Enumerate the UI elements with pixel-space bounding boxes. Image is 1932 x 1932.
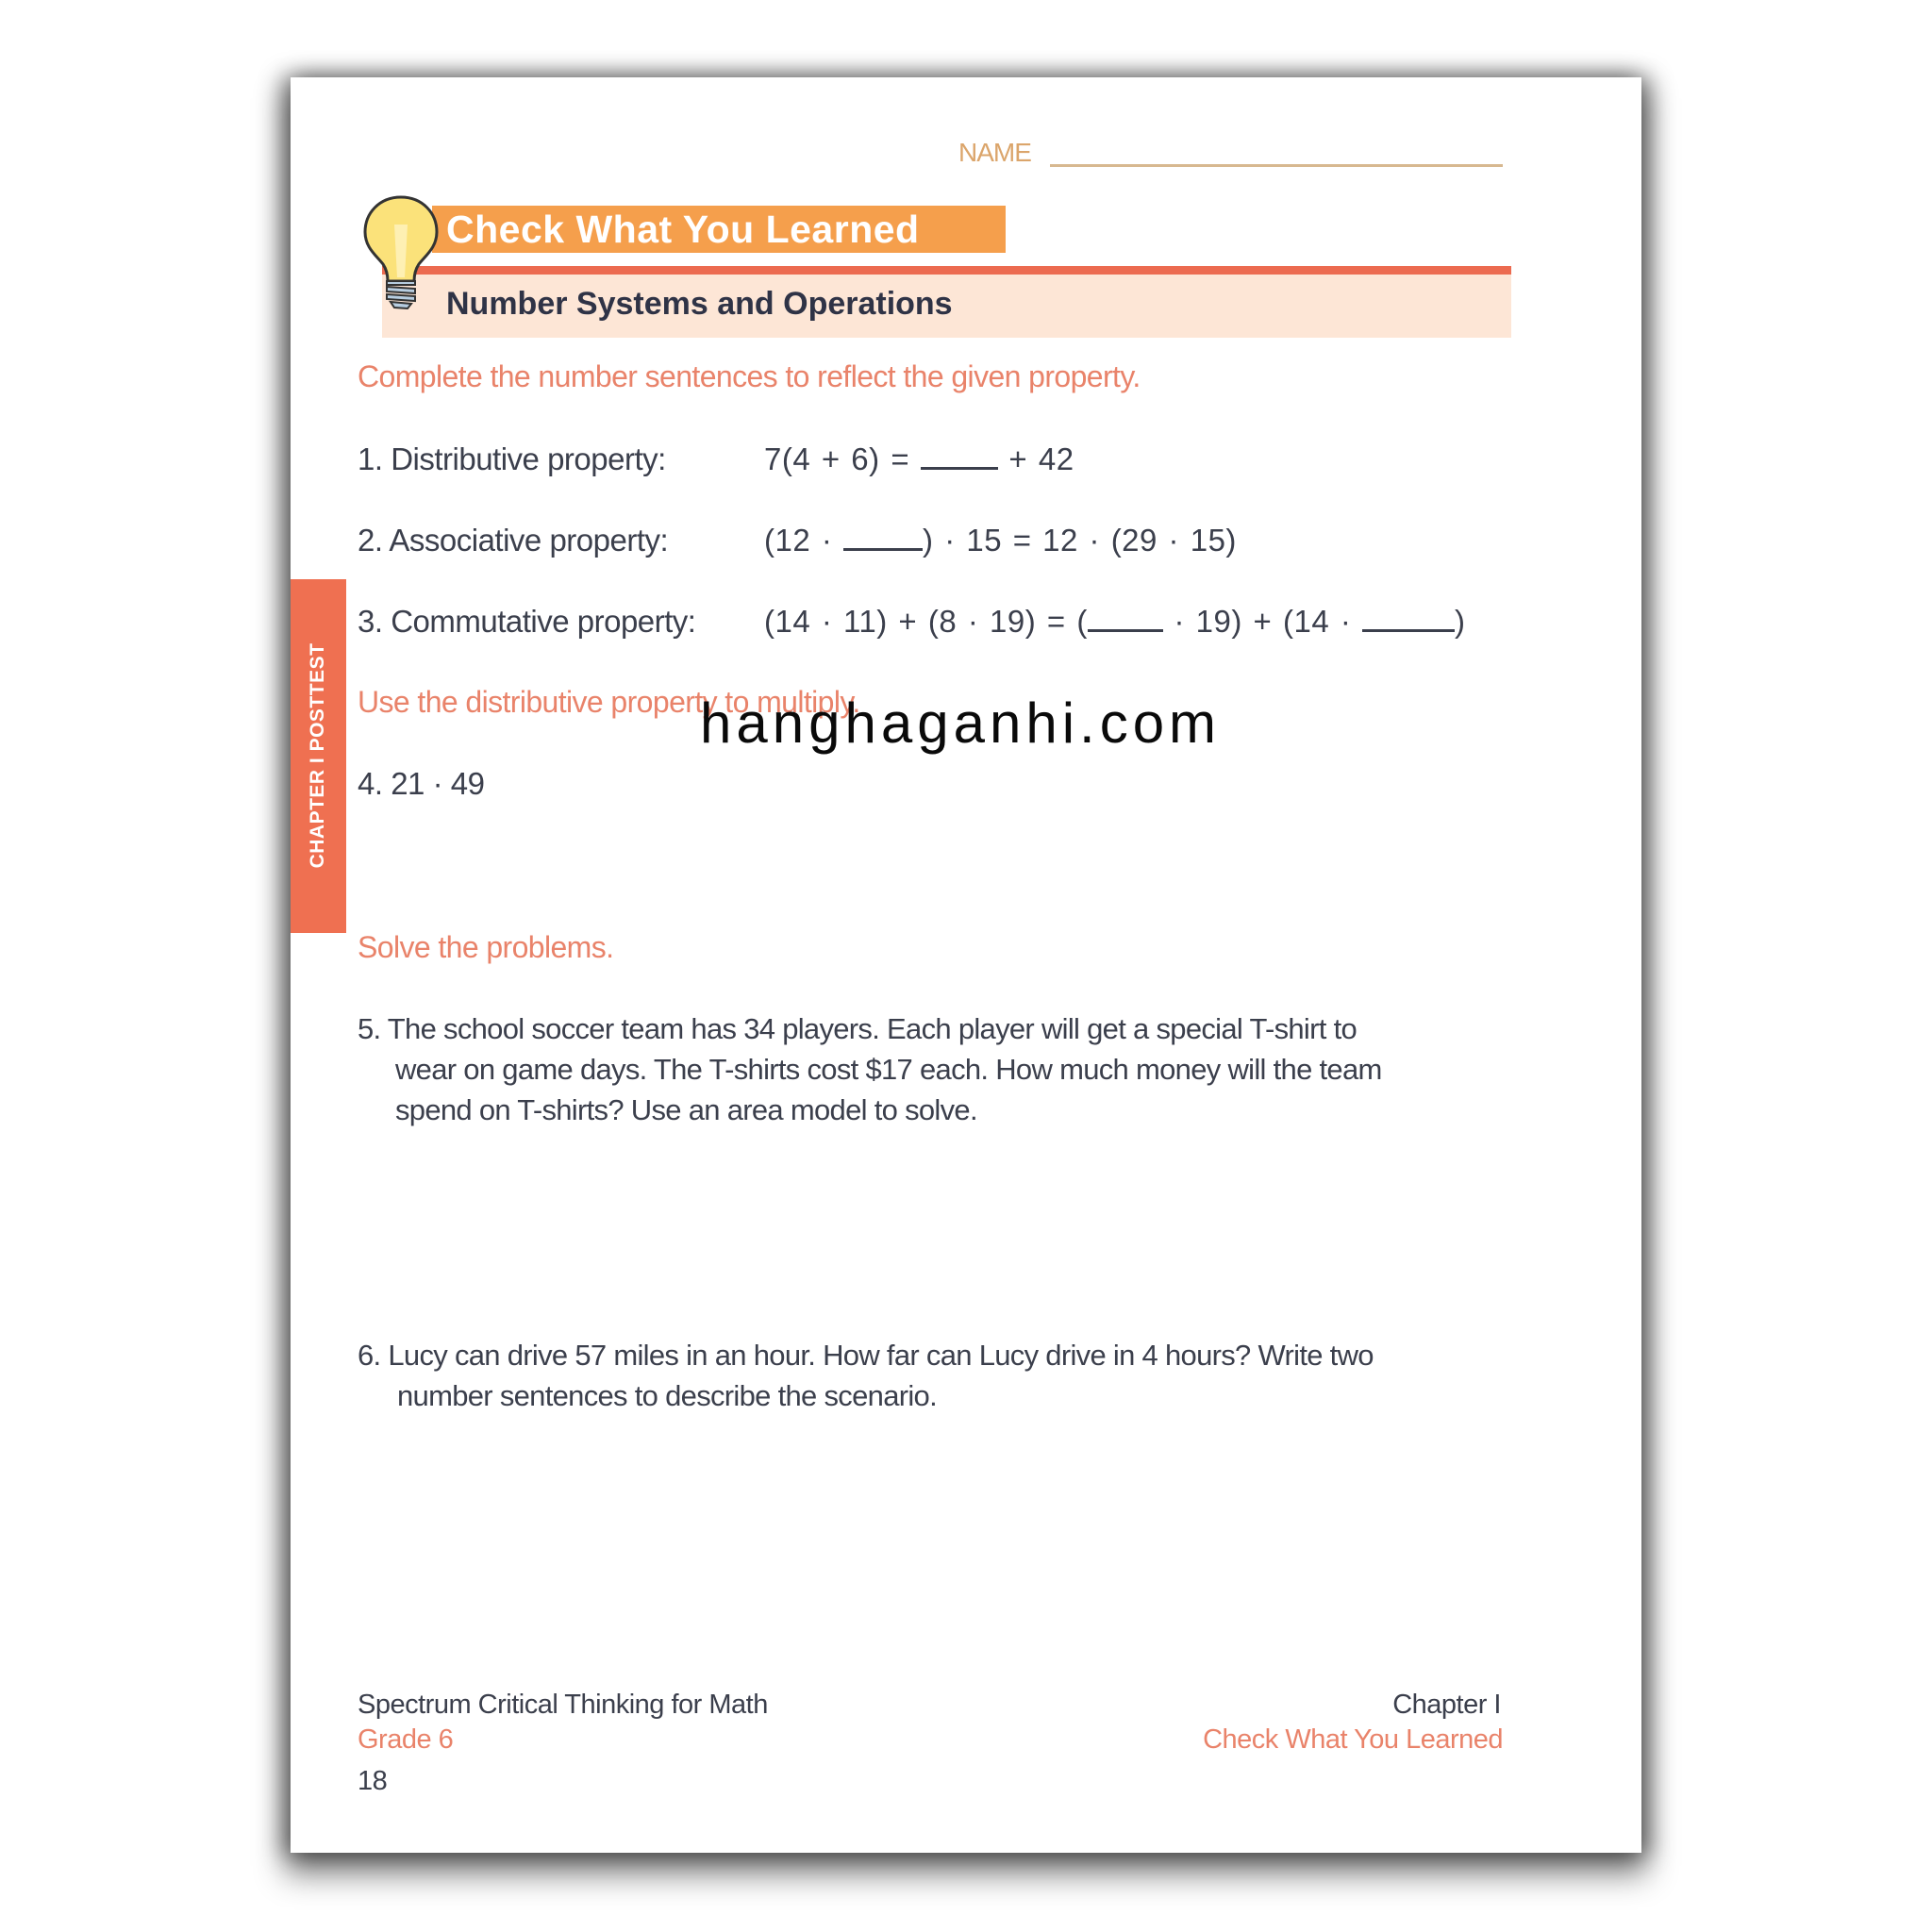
item-2-label: 2. Associative property: (358, 523, 669, 558)
header-rule (382, 266, 1511, 275)
problem-5-line-3: spend on T-shirts? Use an area model to solve. (395, 1093, 977, 1126)
expression-text: (14 · 11) + (8 · 19) = ( (764, 604, 1088, 639)
instruction-properties: Complete the number sentences to reflect the given property. (358, 359, 1141, 393)
expression-text: (12 · (764, 523, 844, 558)
expression-text: ) · 15 = 12 · (29 · 15) (923, 523, 1237, 558)
item-3-label: 3. Commutative property: (358, 604, 696, 639)
footer-grade: Grade 6 (358, 1724, 454, 1755)
name-field-line[interactable] (1050, 164, 1503, 167)
footer-book-title: Spectrum Critical Thinking for Math (358, 1690, 768, 1720)
answer-blank[interactable] (843, 524, 923, 551)
item-3-expression (764, 604, 1466, 640)
item-2-expression (764, 523, 1237, 558)
chapter-side-tab (291, 579, 346, 933)
problem-5-line-1: 5. The school soccer team has 34 players. Each player will get a special T-shirt to (358, 1012, 1357, 1045)
lightbulb-icon (362, 194, 440, 311)
watermark: hanghaganhi.com (700, 691, 1222, 755)
footer-section: Check What You Learned (1203, 1724, 1503, 1755)
item-1-label: 1. Distributive property: (358, 441, 666, 476)
item-1-expression (764, 441, 1074, 477)
expression-text: + 42 (997, 441, 1074, 476)
expression-text: ) (1455, 604, 1466, 639)
instruction-solve: Solve the problems. (358, 930, 614, 964)
item-4-label: 4. 21 · 49 (358, 766, 485, 801)
problem-5-line-2: wear on game days. The T-shirts cost $17 each. How much money will the team (395, 1053, 1382, 1086)
name-label: NAME (958, 138, 1031, 167)
answer-blank[interactable] (921, 442, 998, 470)
answer-blank[interactable] (1362, 605, 1455, 632)
answer-blank[interactable] (1088, 605, 1163, 632)
worksheet-page (291, 77, 1641, 1853)
problem-6-line-1: 6. Lucy can drive 57 miles in an hour. How far can Lucy drive in 4 hours? Write two (358, 1339, 1374, 1372)
page-subtitle: Number Systems and Operations (446, 286, 953, 322)
expression-text: 7(4 + 6) = (764, 441, 921, 476)
problem-6-line-2: number sentences to describe the scenario. (397, 1379, 937, 1412)
instruction-distributive: Use the distributive property to multiply. (358, 685, 860, 719)
side-tab-label: CHAPTER I POSTTEST (307, 642, 328, 869)
footer-chapter: Chapter I (1392, 1690, 1501, 1720)
page-title: Check What You Learned (446, 208, 920, 251)
expression-text: · 19) + (14 · (1162, 604, 1362, 639)
page-number: 18 (358, 1766, 388, 1796)
